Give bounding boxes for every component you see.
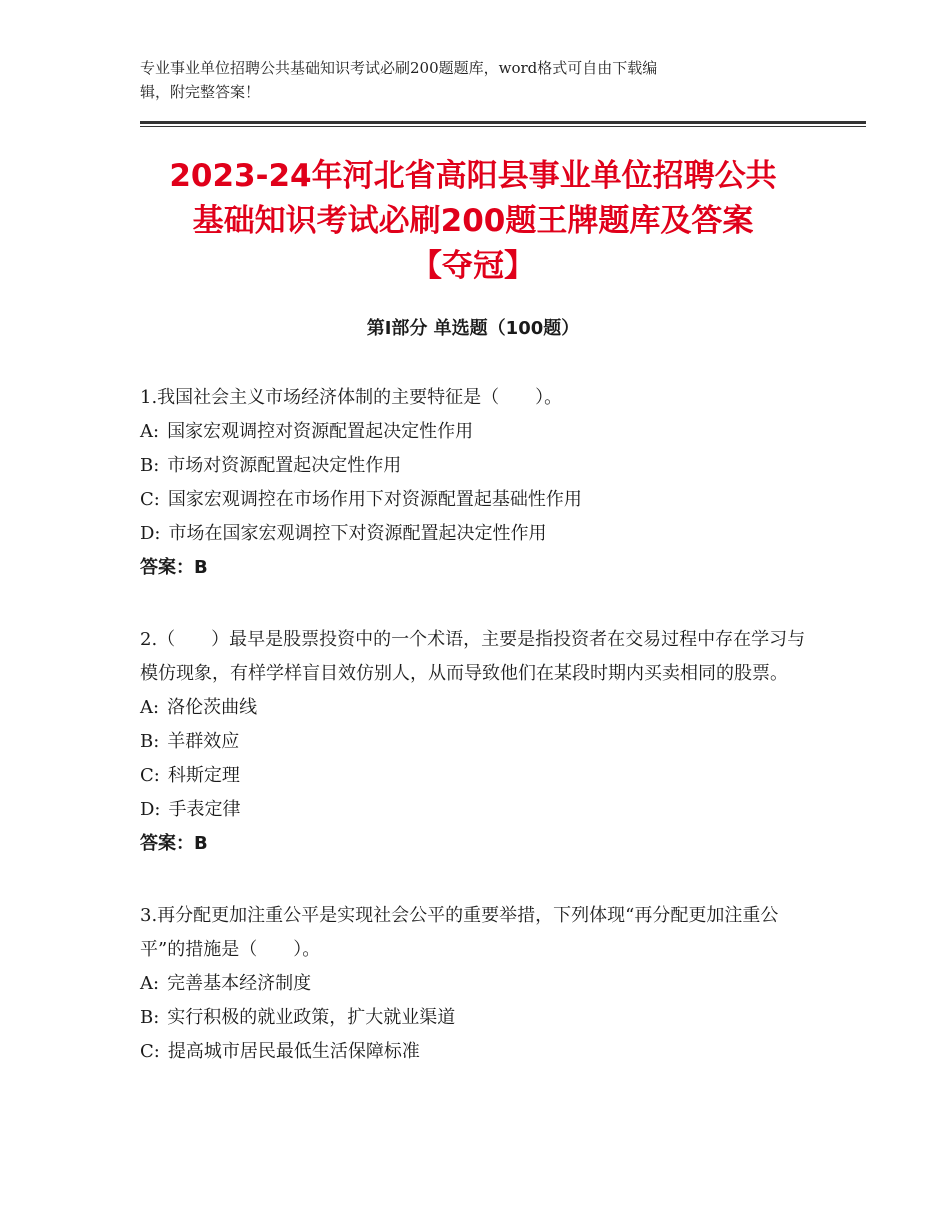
document-title-line2: 基础知识考试必刷200题王牌题库及答案	[192, 203, 754, 239]
option-b	[140, 725, 806, 759]
header-note-line1: 专业事业单位招聘公共基础知识考试必刷200题题库，word格式可自由下载编	[140, 59, 658, 77]
document-title	[140, 154, 806, 289]
option-c	[140, 759, 806, 793]
header-note-line2: 辑，附完整答案！	[140, 83, 261, 101]
option-b	[140, 449, 806, 483]
question-list	[140, 381, 806, 1107]
option-text: 洛伦茨曲线	[167, 697, 258, 718]
option-c	[140, 1035, 806, 1069]
answer-line: 答案：B	[140, 557, 208, 578]
option-key: C:	[140, 489, 160, 510]
question-2	[140, 623, 806, 861]
option-key: D:	[140, 799, 161, 820]
answer-line: 答案：B	[140, 833, 208, 854]
option-text: 手表定律	[168, 799, 241, 820]
question-1	[140, 381, 806, 585]
option-a	[140, 691, 806, 725]
option-d	[140, 517, 806, 551]
section-heading: 第Ⅰ部分 单选题（100题）	[366, 318, 580, 339]
option-text: 实行积极的就业政策，扩大就业渠道	[167, 1007, 456, 1028]
document-title-line1: 2023-24年河北省高阳县事业单位招聘公共	[169, 158, 777, 194]
header-rule-thick	[140, 121, 866, 124]
option-key: D:	[140, 523, 161, 544]
option-key: A:	[140, 973, 160, 994]
question-stem: 1.我国社会主义市场经济体制的主要特征是（ ）。	[140, 387, 563, 408]
option-text: 国家宏观调控在市场作用下对资源配置起基础性作用	[167, 489, 582, 510]
document-title-line3: 【夺冠】	[411, 248, 535, 284]
option-c	[140, 483, 806, 517]
option-key: A:	[140, 421, 160, 442]
question-3	[140, 899, 806, 1069]
question-stem: 3.再分配更加注重公平是实现社会公平的重要举措，下列体现“再分配更加注重公平”的措施是（ ）。	[140, 905, 779, 960]
option-text: 提高城市居民最低生活保障标准	[167, 1041, 420, 1062]
option-a	[140, 415, 806, 449]
option-text: 市场在国家宏观调控下对资源配置起决定性作用	[168, 523, 547, 544]
option-b	[140, 1001, 806, 1035]
option-text: 羊群效应	[167, 731, 240, 752]
option-key: B:	[140, 731, 160, 752]
option-text: 科斯定理	[167, 765, 240, 786]
option-key: B:	[140, 1007, 160, 1028]
question-stem: 2.（ ）最早是股票投资中的一个术语，主要是指投资者在交易过程中存在学习与模仿现象，有样学样盲目效仿别人，从而导致他们在某段时期内买卖相同的股票。	[140, 629, 806, 684]
option-text: 市场对资源配置起决定性作用	[167, 455, 402, 476]
option-key: C:	[140, 1041, 160, 1062]
option-text: 完善基本经济制度	[167, 973, 312, 994]
option-key: A:	[140, 697, 160, 718]
option-text: 国家宏观调控对资源配置起决定性作用	[167, 421, 474, 442]
option-key: C:	[140, 765, 160, 786]
header-rule-thin	[140, 126, 866, 127]
option-d	[140, 793, 806, 827]
header-note	[140, 56, 820, 104]
option-key: B:	[140, 455, 160, 476]
option-a	[140, 967, 806, 1001]
